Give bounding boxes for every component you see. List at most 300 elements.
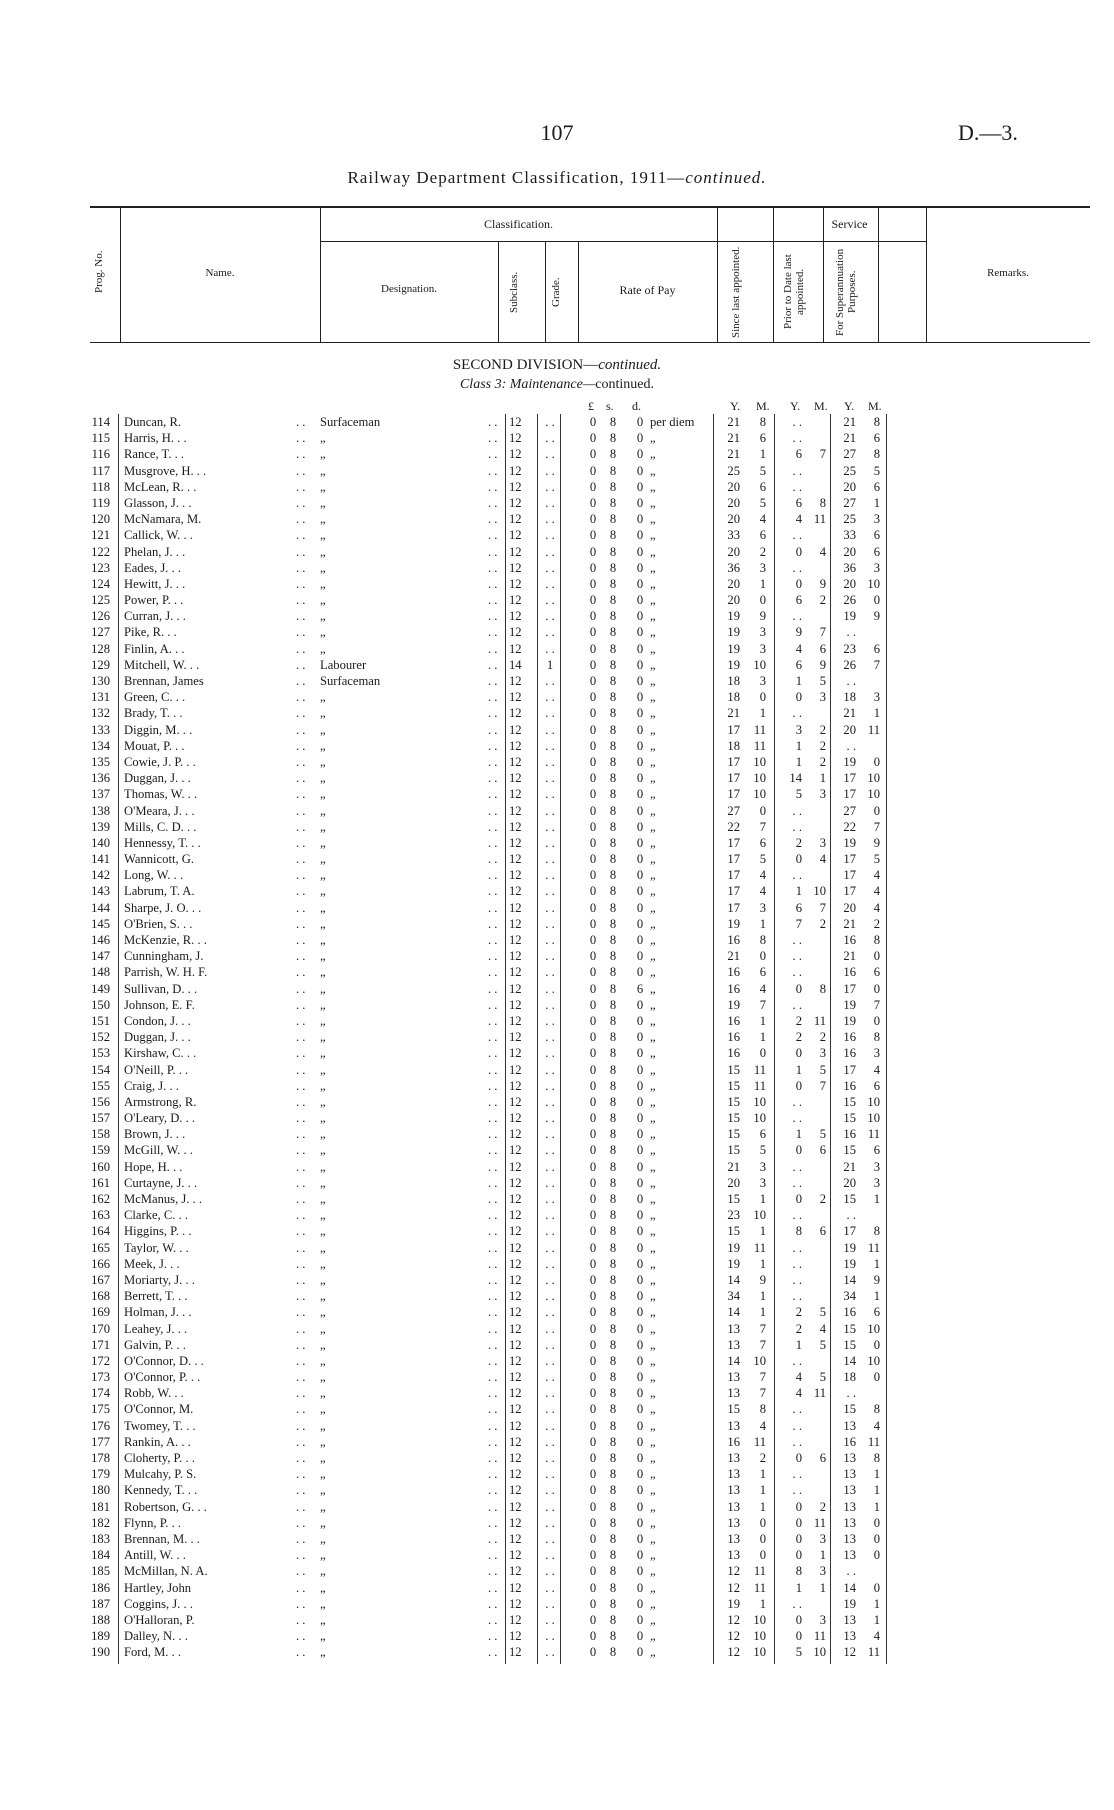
super-years: 19: [843, 754, 856, 769]
super-years: 21: [843, 415, 856, 429]
pay-pounds: 0: [589, 1046, 597, 1061]
since-months: 5: [759, 495, 766, 510]
leader-dots: . .: [296, 933, 306, 947]
prior-years: 9: [795, 625, 802, 640]
pay-pence: 0: [636, 690, 644, 705]
pay-pence: 6: [636, 981, 644, 996]
prior-years: 0: [795, 1192, 802, 1206]
subclass: 12: [509, 868, 522, 883]
pay-pounds: 0: [589, 1272, 597, 1287]
designation: „: [320, 933, 326, 947]
pay-pence: 0: [636, 1208, 644, 1223]
since-months: 6: [759, 431, 766, 446]
pay-period: „: [650, 1240, 656, 1255]
since-years: 19: [727, 1596, 740, 1611]
pay-shillings: 8: [609, 1143, 617, 1158]
designation: „: [320, 1143, 326, 1158]
subclass: 12: [509, 1451, 522, 1465]
employee-name: Condon, J. . .: [124, 1013, 191, 1028]
super-months: 1: [873, 1192, 880, 1206]
super-months: 8: [873, 415, 880, 429]
pay-shillings: 8: [609, 560, 617, 575]
subclass: 12: [509, 884, 522, 899]
super-months: 0: [873, 1580, 880, 1595]
designation: „: [320, 852, 326, 867]
table-row: [0, 1191, 1114, 1207]
grade: . .: [545, 835, 555, 850]
leader-dots: . .: [488, 1402, 498, 1417]
designation: „: [320, 576, 326, 591]
pay-pence: 0: [636, 1548, 644, 1563]
grade: . .: [545, 1483, 555, 1498]
prog-no: 117: [91, 463, 110, 478]
pay-pounds: 0: [589, 576, 597, 591]
leader-dots: . .: [296, 1208, 306, 1223]
grade: . .: [545, 593, 555, 608]
leader-dots: . .: [296, 1143, 306, 1158]
since-years: 15: [727, 1224, 740, 1239]
prior-months: 2: [819, 593, 826, 608]
super-months: 1: [873, 1499, 880, 1514]
subclass: 12: [509, 1434, 522, 1449]
super-months: 4: [873, 1629, 880, 1644]
subclass: 12: [509, 463, 522, 478]
pay-period: „: [650, 1580, 656, 1595]
subclass: 12: [509, 479, 522, 494]
super-years: 33: [843, 528, 856, 543]
prior-years: 0: [795, 1143, 802, 1158]
super-months: 3: [873, 1159, 880, 1174]
leader-dots: . .: [296, 1305, 306, 1320]
grade: . .: [545, 1515, 555, 1530]
subclass: 12: [509, 1289, 522, 1304]
prog-no: 170: [91, 1321, 110, 1336]
table-row: [0, 1207, 1114, 1223]
since-months: 1: [759, 1596, 766, 1611]
leader-dots: . .: [296, 1127, 306, 1142]
super-years: 20: [843, 576, 856, 591]
table-row: [0, 1434, 1114, 1450]
designation: „: [320, 1515, 326, 1530]
leader-dots: . .: [488, 868, 498, 883]
pay-pounds: 0: [589, 1548, 597, 1563]
pay-shillings: 8: [609, 625, 617, 640]
prog-no: 190: [91, 1645, 110, 1660]
pay-shillings: 8: [609, 1240, 617, 1255]
since-months: 6: [759, 528, 766, 543]
grade: . .: [545, 1078, 555, 1093]
prior-years: 1: [795, 1580, 802, 1595]
pay-pence: 0: [636, 415, 644, 429]
table-row: [0, 1029, 1114, 1045]
pay-period: „: [650, 997, 656, 1012]
pay-pence: 0: [636, 1386, 644, 1401]
table-row: [0, 1062, 1114, 1078]
subclass: 12: [509, 916, 522, 931]
pay-pounds: 0: [589, 560, 597, 575]
pay-period: „: [650, 1645, 656, 1660]
super-years: 27: [843, 803, 856, 818]
class-title: [0, 377, 1114, 393]
designation: „: [320, 1208, 326, 1223]
pay-pounds: 0: [589, 1483, 597, 1498]
leader-dots: . .: [296, 1612, 306, 1627]
prior-years: 2: [795, 1305, 802, 1320]
leader-dots: . .: [488, 1256, 498, 1271]
super-months: 7: [873, 819, 880, 834]
prog-no: 159: [91, 1143, 110, 1158]
leader-dots: . .: [296, 674, 306, 688]
designation: Surfaceman: [320, 674, 381, 688]
designation: „: [320, 1094, 326, 1109]
prog-no: 136: [91, 771, 110, 786]
leader-dots: . .: [488, 949, 498, 964]
pay-shillings: 8: [609, 1434, 617, 1449]
since-months: 6: [759, 965, 766, 980]
super-months: 3: [873, 1175, 880, 1190]
prog-no: 126: [91, 609, 110, 624]
prog-no: 127: [91, 625, 110, 640]
leader-dots: . .: [296, 1451, 306, 1465]
prog-no: 148: [91, 965, 110, 980]
employee-name: Brady, T. . .: [124, 706, 183, 721]
pay-pence: 0: [636, 1337, 644, 1352]
prior-years: . .: [792, 803, 802, 818]
grade: . .: [545, 1564, 555, 1579]
super-years: 25: [843, 463, 856, 478]
leader-dots: . .: [488, 787, 498, 802]
leader-dots: . .: [296, 819, 306, 834]
employee-name: Coggins, J. . .: [124, 1596, 193, 1611]
employee-name: O'Brien, S. . .: [124, 916, 193, 931]
super-years: 14: [843, 1272, 856, 1287]
leader-dots: . .: [296, 1062, 306, 1077]
pay-period: „: [650, 787, 656, 802]
employee-name: Armstrong, R.: [124, 1094, 197, 1109]
leader-dots: . .: [296, 1159, 306, 1174]
table-row: [0, 738, 1114, 754]
pay-shillings: 8: [609, 674, 617, 688]
prior-months: 5: [819, 1305, 826, 1320]
pay-pence: 0: [636, 1224, 644, 1239]
pay-pence: 0: [636, 1094, 644, 1109]
pay-pence: 0: [636, 787, 644, 802]
employee-name: Kennedy, T. . .: [124, 1483, 198, 1498]
prior-months: 2: [819, 738, 826, 753]
pay-pounds: 0: [589, 1208, 597, 1223]
header-rate-of-pay: Rate of Pay: [619, 283, 676, 297]
designation: „: [320, 479, 326, 494]
prior-years: 0: [795, 544, 802, 559]
table-row: [0, 576, 1114, 592]
designation: „: [320, 512, 326, 527]
super-years: 20: [843, 1175, 856, 1190]
super-years: 21: [843, 431, 856, 446]
header-prog-no: Prog. No.: [93, 250, 105, 294]
grade: . .: [545, 1467, 555, 1482]
super-years: 13: [843, 1483, 856, 1498]
pay-pounds: 0: [589, 641, 597, 656]
subclass: 12: [509, 1370, 522, 1385]
pay-pence: 0: [636, 1402, 644, 1417]
leader-dots: . .: [488, 738, 498, 753]
since-months: 10: [753, 1208, 766, 1223]
leader-dots: . .: [296, 463, 306, 478]
leader-dots: . .: [296, 1531, 306, 1546]
leader-dots: . .: [488, 884, 498, 899]
prog-no: 130: [91, 674, 110, 688]
super-months: 1: [873, 495, 880, 510]
leader-dots: . .: [488, 609, 498, 624]
since-months: 1: [759, 1305, 766, 1320]
since-years: 20: [727, 544, 740, 559]
since-years: 15: [727, 1143, 740, 1158]
employee-name: Kirshaw, C. . .: [124, 1046, 197, 1061]
pay-period: „: [650, 1402, 656, 1417]
super-years: 13: [843, 1418, 856, 1433]
pay-pounds: 0: [589, 479, 597, 494]
pay-pence: 0: [636, 738, 644, 753]
designation: „: [320, 1013, 326, 1028]
since-months: 1: [759, 576, 766, 591]
since-months: 1: [759, 916, 766, 931]
pay-pence: 0: [636, 933, 644, 947]
super-months: 11: [867, 1645, 880, 1660]
pay-shillings: 8: [609, 933, 617, 947]
pay-pounds: 0: [589, 706, 597, 721]
super-years: 19: [843, 1256, 856, 1271]
since-years: 27: [727, 803, 740, 818]
since-months: 8: [759, 1402, 766, 1417]
since-months: 2: [759, 1451, 766, 1465]
leader-dots: . .: [296, 997, 306, 1012]
pay-shillings: 8: [609, 1548, 617, 1563]
since-months: 7: [759, 1337, 766, 1352]
pay-pounds: 0: [589, 1515, 597, 1530]
since-years: 16: [727, 1030, 740, 1045]
leader-dots: . .: [296, 1094, 306, 1109]
employee-name: Brennan, James: [124, 674, 204, 688]
unit-shillings: s.: [606, 399, 614, 413]
page-title: [0, 168, 1114, 188]
prior-months: 11: [813, 1386, 826, 1401]
pay-period: „: [650, 1175, 656, 1190]
leader-dots: . .: [488, 1629, 498, 1644]
pay-pence: 0: [636, 1612, 644, 1627]
employee-name: McMillan, N. A.: [124, 1564, 208, 1579]
since-months: 9: [759, 1272, 766, 1287]
table-row: [0, 754, 1114, 770]
employee-name: O'Connor, P. . .: [124, 1370, 201, 1385]
designation: „: [320, 609, 326, 624]
designation: „: [320, 1386, 326, 1401]
pay-pounds: 0: [589, 1531, 597, 1546]
prior-years: 1: [795, 1127, 802, 1142]
pay-shillings: 8: [609, 1272, 617, 1287]
prior-years: . .: [792, 1272, 802, 1287]
prog-no: 163: [91, 1208, 110, 1223]
prog-no: 141: [91, 852, 110, 867]
pay-pounds: 0: [589, 1305, 597, 1320]
pay-pence: 0: [636, 754, 644, 769]
since-years: 17: [727, 787, 740, 802]
pay-pounds: 0: [589, 803, 597, 818]
pay-period: „: [650, 981, 656, 996]
super-years: 16: [843, 965, 856, 980]
pay-pounds: 0: [589, 593, 597, 608]
pay-shillings: 8: [609, 1483, 617, 1498]
prior-years: 3: [795, 722, 802, 737]
subclass: 12: [509, 1321, 522, 1336]
designation: Surfaceman: [320, 415, 381, 429]
grade: . .: [545, 463, 555, 478]
grade: . .: [545, 1289, 555, 1304]
super-years: 15: [843, 1192, 856, 1206]
prior-years: . .: [792, 1159, 802, 1174]
table-row: [0, 819, 1114, 835]
prior-years: 1: [795, 1062, 802, 1077]
employee-name: Sullivan, D. . .: [124, 981, 198, 996]
pay-period: „: [650, 1596, 656, 1611]
designation: „: [320, 1159, 326, 1174]
pay-period: „: [650, 625, 656, 640]
pay-pence: 0: [636, 625, 644, 640]
super-months: 7: [873, 997, 880, 1012]
leader-dots: . .: [296, 495, 306, 510]
subclass: 12: [509, 512, 522, 527]
since-months: 10: [753, 787, 766, 802]
grade: . .: [545, 981, 555, 996]
prior-years: . .: [792, 965, 802, 980]
prior-years: 0: [795, 1548, 802, 1563]
designation: „: [320, 1256, 326, 1271]
super-months: 2: [873, 916, 880, 931]
grade: . .: [545, 1192, 555, 1206]
super-years: 21: [843, 916, 856, 931]
pay-pounds: 0: [589, 868, 597, 883]
prog-no: 158: [91, 1127, 110, 1142]
designation: „: [320, 1111, 326, 1126]
employee-name: Hope, H. . .: [124, 1159, 183, 1174]
pay-shillings: 8: [609, 916, 617, 931]
grade: . .: [545, 900, 555, 915]
prog-no: 138: [91, 803, 110, 818]
designation: „: [320, 916, 326, 931]
designation: „: [320, 1645, 326, 1660]
table-row: [0, 1515, 1114, 1531]
pay-period: „: [650, 447, 656, 462]
since-months: 4: [759, 1418, 766, 1433]
pay-shillings: 8: [609, 1208, 617, 1223]
pay-pounds: 0: [589, 1127, 597, 1142]
pay-pence: 0: [636, 576, 644, 591]
pay-pence: 0: [636, 1175, 644, 1190]
prior-months: 3: [819, 1564, 826, 1579]
since-months: 9: [759, 609, 766, 624]
grade: . .: [545, 965, 555, 980]
leader-dots: . .: [296, 1629, 306, 1644]
unit-months-super: M.: [868, 399, 882, 413]
grade: . .: [545, 1272, 555, 1287]
pay-pence: 0: [636, 868, 644, 883]
leader-dots: . .: [296, 609, 306, 624]
designation: „: [320, 981, 326, 996]
leader-dots: . .: [296, 1224, 306, 1239]
pay-shillings: 8: [609, 544, 617, 559]
super-years: 22: [843, 819, 856, 834]
pay-shillings: 8: [609, 900, 617, 915]
prog-no: 124: [91, 576, 110, 591]
prior-years: . .: [792, 1256, 802, 1271]
pay-pounds: 0: [589, 1499, 597, 1514]
table-row: [0, 997, 1114, 1013]
since-months: 11: [753, 1062, 766, 1077]
pay-period: „: [650, 1046, 656, 1061]
super-years: 16: [843, 1305, 856, 1320]
header-since-last-appointed: Since last appointed.: [730, 246, 742, 338]
leader-dots: . .: [296, 965, 306, 980]
leader-dots: . .: [296, 738, 306, 753]
leader-dots: . .: [296, 1078, 306, 1093]
employee-name: Meek, J. . .: [124, 1256, 180, 1271]
prog-no: 187: [91, 1596, 110, 1611]
prior-months: 8: [819, 495, 826, 510]
grade: . .: [545, 625, 555, 640]
super-months: 3: [873, 560, 880, 575]
prior-years: 2: [795, 1321, 802, 1336]
pay-period: „: [650, 1127, 656, 1142]
table-row: [0, 1288, 1114, 1304]
pay-period: „: [650, 609, 656, 624]
prog-no: 161: [91, 1175, 110, 1190]
prior-years: . .: [792, 1434, 802, 1449]
since-years: 13: [727, 1483, 740, 1498]
super-months: 3: [873, 690, 880, 705]
super-months: 10: [867, 1094, 880, 1109]
since-years: 12: [727, 1564, 740, 1579]
pay-period: „: [650, 868, 656, 883]
pay-pounds: 0: [589, 819, 597, 834]
prior-years: 6: [795, 900, 802, 915]
prior-months: 7: [819, 900, 826, 915]
pay-period: „: [650, 884, 656, 899]
employee-name: Phelan, J. . .: [124, 544, 186, 559]
leader-dots: . .: [296, 722, 306, 737]
subclass: 12: [509, 965, 522, 980]
prog-no: 189: [91, 1629, 110, 1644]
subclass: 12: [509, 1111, 522, 1126]
subclass: 12: [509, 625, 522, 640]
pay-pence: 0: [636, 1467, 644, 1482]
pay-period: per diem: [650, 415, 695, 429]
leader-dots: . .: [296, 706, 306, 721]
pay-pounds: 0: [589, 1370, 597, 1385]
designation: „: [320, 1451, 326, 1465]
table-row: [0, 770, 1114, 786]
grade: . .: [545, 1370, 555, 1385]
pay-period: „: [650, 1612, 656, 1627]
grade: . .: [545, 1353, 555, 1368]
prior-months: 3: [819, 1612, 826, 1627]
since-months: 7: [759, 1370, 766, 1385]
pay-pence: 0: [636, 1531, 644, 1546]
pay-shillings: 8: [609, 1321, 617, 1336]
super-years: 20: [843, 722, 856, 737]
prog-no: 115: [91, 431, 110, 446]
pay-shillings: 8: [609, 884, 617, 899]
prior-years: 2: [795, 1013, 802, 1028]
table-row: [0, 722, 1114, 738]
